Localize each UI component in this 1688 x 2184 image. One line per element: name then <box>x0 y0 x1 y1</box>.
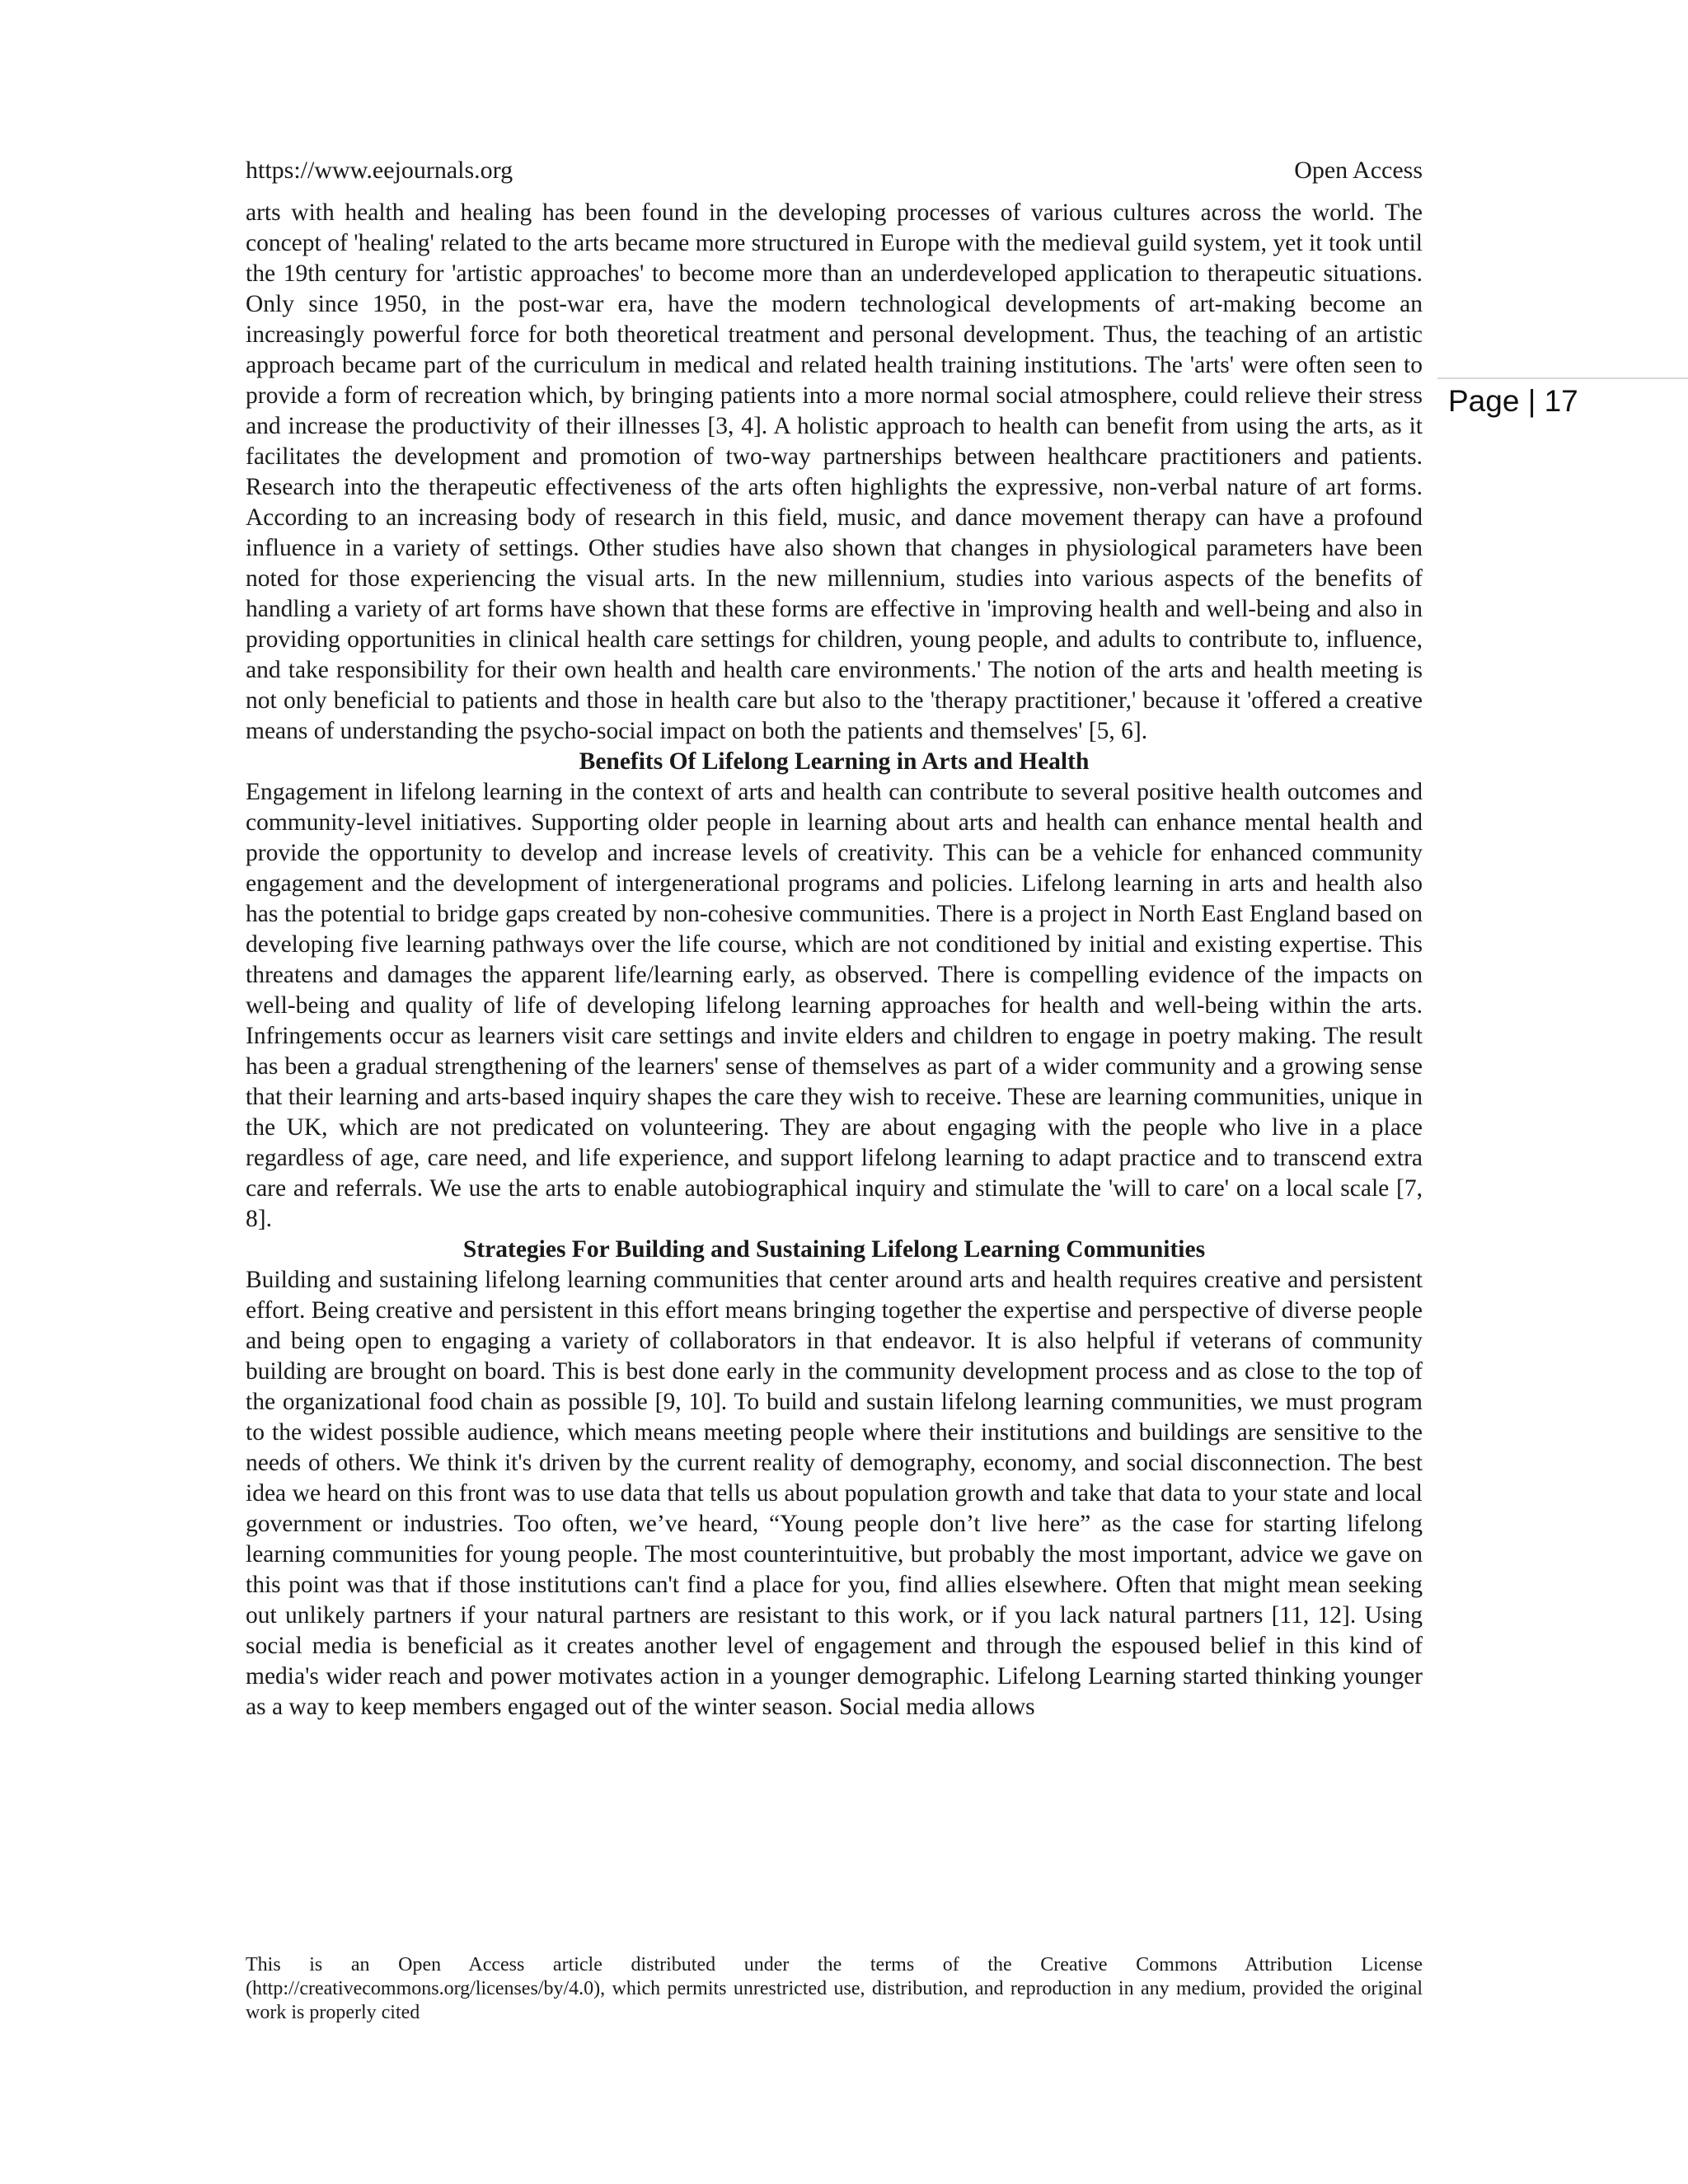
running-header <box>246 157 1423 190</box>
journal-url: https://www.eejournals.org <box>246 157 513 184</box>
access-label: Open Access <box>1294 157 1423 184</box>
license-footer: This is an Open Access article distributed under the terms of the Creative Commons Attribution License (http://creativecommons.org/licenses/by/4.0), which permits unrestricted use, distribution, and reproduction in any medium, provided the original work is properly cited <box>246 1954 1423 2023</box>
section-heading: Benefits Of Lifelong Learning in Arts and Health <box>579 748 1090 775</box>
body-paragraph: Engagement in lifelong learning in the context of arts and health can contribute to several positive health outcomes and community-level initiatives. Supporting older people in learning about arts and health can enhance mental health and provide the opportunity to develop and increase levels of creativity. This can be a vehicle for enhanced community engagement and the development of intergenerational programs and policies. Lifelong learning in arts and health also has the potential to bridge gaps created by non-cohesive communities. There is a project in North East England based on developing five learning pathways over the life course, which are not conditioned by initial and existing expertise. This threatens and damages the apparent life/learning early, as observed. There is compelling evidence of the impacts on well-being and quality of life of developing lifelong learning approaches for health and well-being within the arts. Infringements occur as learners visit care settings and invite elders and children to engage in poetry making. The result has been a gradual strengthening of the learners' sense of themselves as part of a wider community and a growing sense that their learning and arts-based inquiry shapes the care they wish to receive. These are learning communities, unique in the UK, which are not predicated on volunteering. They are about engaging with the people who live in a place regardless of age, care need, and life experience, and support lifelong learning to adapt practice and to transcend extra care and referrals. We use the arts to enable autobiographical inquiry and stimulate the 'will to care' on a local scale [7, 8]. <box>246 779 1423 1232</box>
body-paragraph: arts with health and healing has been found in the developing processes of various cultures across the world. The concept of 'healing' related to the arts became more structured in Europe with the medieval guild system, yet it took until the 19th century for 'artistic approaches' to become more than an underdeveloped application to therapeutic situations. Only since 1950, in the post-war era, have the modern technological developments of art-making become an increasingly powerful force for both theoretical treatment and personal development. Thus, the teaching of an artistic approach became part of the curriculum in medical and related health training institutions. The 'arts' were often seen to provide a form of recreation which, by bringing patients into a more normal social atmosphere, could relieve their stress and increase the productivity of their illnesses [3, 4]. A holistic approach to health can benefit from using the arts, as it facilitates the development and promotion of two-way partnerships between healthcare practitioners and patients. Research into the therapeutic effectiveness of the arts often highlights the expressive, non-verbal nature of art forms. According to an increasing body of research in this field, music, and dance movement therapy can have a profound influence in a variety of settings. Other studies have also shown that changes in physiological parameters have been noted for those experiencing the visual arts. In the new millennium, studies into various aspects of the benefits of handling a variety of art forms have shown that these forms are effective in 'improving health and well-being and also in providing opportunities in clinical health care settings for children, young people, and adults to contribute to, influence, and take responsibility for their own health and health care environments.' The notion of the arts and health meeting is not only beneficial to patients and those in health care but also to the 'therapy practitioner,' because it 'offered a creative means of understanding the psycho-social impact on both the patients and themselves' [5, 6]. <box>246 199 1423 744</box>
article-body <box>246 198 1423 1722</box>
page-number-rule <box>1437 377 1688 379</box>
body-paragraph: Building and sustaining lifelong learning communities that center around arts and health requires creative and persistent effort. Being creative and persistent in this effort means bringing together the expertise and perspective of diverse people and being open to engaging a variety of collaborators in that endeavor. It is also helpful if veterans of community building are brought on board. This is best done early in the community development process and as close to the top of the organizational food chain as possible [9, 10]. To build and sustain lifelong learning communities, we must program to the widest possible audience, which means meeting people where their institutions and buildings are sensitive to the needs of others. We think it's driven by the current reality of demography, economy, and social disconnection. The best idea we heard on this front was to use data that tells us about population growth and take that data to your state and local government or industries. Too often, we’ve heard, “Young people don’t live here” as the case for starting lifelong learning communities for young people. The most counterintuitive, but probably the most important, advice we gave on this point was that if those institutions can't find a place for you, find allies elsewhere. Often that might mean seeking out unlikely partners if your natural partners are resistant to this work, or if you lack natural partners [11, 12]. Using social media is beneficial as it creates another level of engagement and through the espoused belief in this kind of media's wider reach and power motivates action in a younger demographic. Lifelong Learning started thinking younger as a way to keep members engaged out of the winter season. Social media allows <box>246 1267 1423 1720</box>
page-number: Page | 17 <box>1448 384 1578 418</box>
section-heading: Strategies For Building and Sustaining Lifelong Learning Communities <box>462 1236 1206 1263</box>
